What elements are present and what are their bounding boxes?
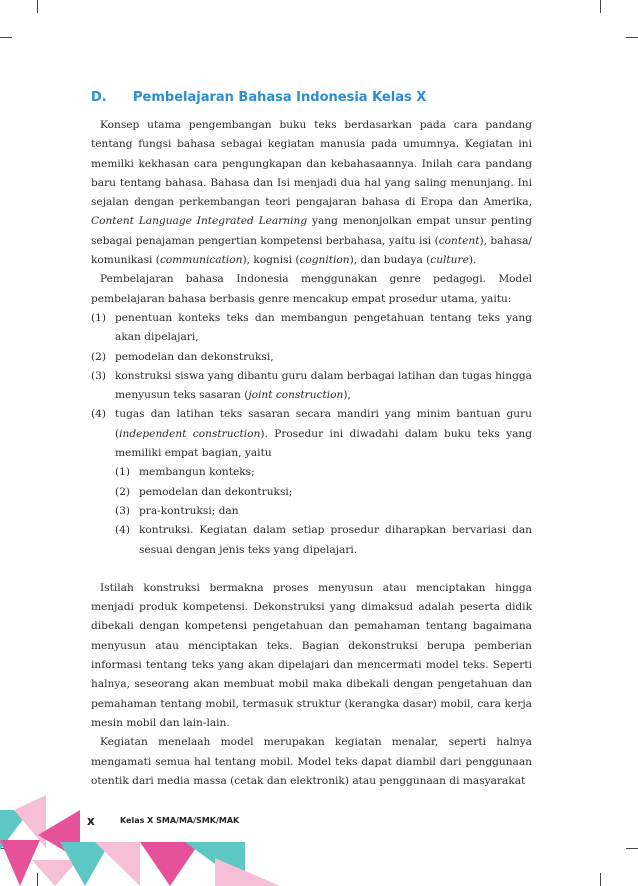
decor-triangle [140, 842, 200, 886]
crop-mark [600, 0, 601, 13]
crop-mark [626, 37, 638, 38]
section-heading [91, 90, 426, 105]
sublist-item: (4) kontruksi. Kegiatan dalam setiap prosedur diharapkan bervariasi dan sesuai dengan jenis teks yang dipelajari. [115, 524, 532, 556]
paragraph: Kegiatan menelaah model merupakan kegiatan menalar, seperti halnya mengamati semua hal tentang mobil. Model teks dapat diambil dari penggunaan otentik dari media massa (cetak dan elektronik) atau penggunaan di masyarakat [91, 736, 532, 787]
page-number: x [87, 814, 95, 828]
paragraph: Pembelajaran bahasa Indonesia menggunakan genre pedagogi. Model pembelajaran bahasa berbasis genre mencakup empat prosedur utama, yaitu: [91, 273, 532, 305]
paragraph: Konsep utama pengembangan buku teks berdasarkan pada cara pandang tentang fungsi bahasa sebagai kegiatan manusia pada umumnya. Kegiatan ini memilki kekhasan cara pengungkapan dan kebahasaannya. Inilah cara pandang baru tentang bahasa. Bahasa dan Isi menjadi dua hal yang saling menunjang. Ini sejalan dengan perkembangan teori pengajaran bahasa di Eropa dan Amerika, Content Language Integrated Learning yang menonjolkan empat unsur penting sebagai penajaman pengertian kompetensi berbahasa, yaitu isi (content), bahasa/ komunikasi (communication), kognisi (cognition), dan budaya (culture). [91, 119, 532, 267]
list-item: (3) konstruksi siswa yang dibantu guru dalam berbagai latihan dan tugas hingga menyusun teks sasaran (joint construction), [91, 369, 532, 402]
list-item: (1) penentuan konteks teks dan membangun pengetahuan tentang teks yang akan dipelajari, [91, 311, 532, 344]
decor-triangle [32, 860, 78, 886]
section-title: Pembelajaran Bahasa Indonesia Kelas X [133, 90, 427, 105]
footer-decoration [0, 795, 300, 886]
crop-mark [0, 37, 12, 38]
sublist-item: (1) membangun konteks; [115, 466, 255, 479]
spacer [91, 560, 532, 579]
crop-mark [626, 848, 638, 849]
list-item: (2) pemodelan dan dekonstruksi, [91, 350, 274, 363]
sublist-item: (2) pemodelan dan dekontruksi; [115, 485, 293, 498]
crop-mark [37, 0, 38, 13]
paragraph: Istilah konstruksi bermakna proses menyusun atau menciptakan hingga menjadi produk kompetensi. Dekonstruksi yang dimaksud adalah peserta didik dibekali dengan kompetensi pengetahuan dan pemahaman tentang bagaimana menyusun atau menciptakan teks. Bagian dekonstruksi berupa pemberian informasi tentang teks yang akan dipelajari dan mencermati model teks. Seperti halnya, seseorang akan membuat mobil maka dibekali dengan pengetahuan dan pemahaman tentang mobil, termasuk struktur (kerangka dasar) mobil, cara kerja mesin mobil dan lain-lain. [91, 581, 532, 729]
sublist-item: (3) pra-kontruksi; dan [115, 504, 239, 517]
crop-mark [600, 873, 601, 886]
section-label: D. [91, 90, 107, 105]
footer-text: Kelas X SMA/MA/SMK/MAK [120, 816, 240, 825]
decor-triangle [215, 858, 280, 886]
list-item: (4) tugas dan latihan teks sasaran secara mandiri yang minim bantuan guru (independent construction). Prosedur ini diwadahi dalam buku teks yang memiliki empat bagian, yaitu [91, 408, 532, 460]
decor-triangle [95, 842, 140, 886]
body-text [91, 116, 532, 791]
decor-triangle [0, 840, 40, 886]
